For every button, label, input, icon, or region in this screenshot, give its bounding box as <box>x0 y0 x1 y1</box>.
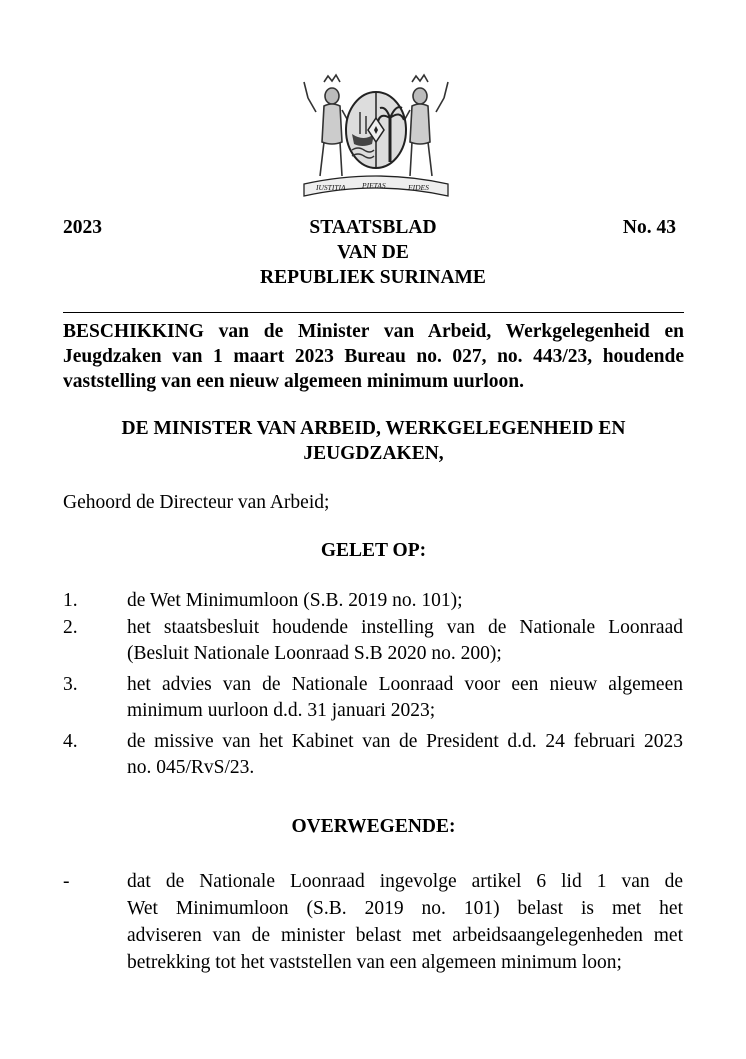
overwegende-item-1-line4: betrekking tot het vaststellen van een algemeen minimum loon; <box>127 952 622 973</box>
beschikking-line2: Jeugdzaken van 1 maart 2023 Bureau no. 027, no. 443/23, houdende <box>63 346 684 367</box>
seal-motto-3: FIDES <box>408 183 429 192</box>
overwegende-heading: OVERWEGENDE: <box>291 816 456 837</box>
gehoord-text: Gehoord de Directeur van Arbeid; <box>63 492 330 513</box>
seal-motto-2: PIETAS <box>362 181 386 190</box>
gelet-op-item-3-number: 3. <box>63 674 78 695</box>
gelet-op-item-1-text: de Wet Minimumloon (S.B. 2019 no. 101); <box>127 590 463 611</box>
seal-motto-1: IUSTITIA <box>316 183 346 192</box>
header-number: No. 43 <box>622 217 676 238</box>
overwegende-item-1-line2: Wet Minimumloon (S.B. 2019 no. 101) belast is met het <box>127 898 683 919</box>
overwegende-item-1-bullet: - <box>63 871 70 892</box>
header-title-line3: REPUBLIEK SURINAME <box>260 267 486 288</box>
gelet-op-item-4-number: 4. <box>63 731 78 752</box>
minister-heading-line1: DE MINISTER VAN ARBEID, WERKGELEGENHEID EN <box>121 418 626 439</box>
gelet-op-item-2-number: 2. <box>63 617 78 638</box>
beschikking-line3: vaststelling van een nieuw algemeen minimum uurloon. <box>63 371 524 392</box>
gelet-op-item-2-line2: (Besluit Nationale Loonraad S.B 2020 no. 200); <box>127 643 502 664</box>
gelet-op-item-3-line2: minimum uurloon d.d. 31 januari 2023; <box>127 700 436 721</box>
beschikking-title: BESCHIKKING <box>63 321 204 342</box>
beschikking-line1-rest: van de Minister van Arbeid, Werkgelegenheid en <box>203 321 684 342</box>
header-divider <box>63 312 684 313</box>
gelet-op-item-3-line1: het advies van de Nationale Loonraad voor een nieuw algemeen <box>127 674 683 695</box>
gelet-op-heading: GELET OP: <box>320 540 427 561</box>
overwegende-item-1-line3: adviseren van de minister belast met arbeidsaangelegenheden met <box>127 925 683 946</box>
header-title-line2: VAN DE <box>337 242 409 263</box>
overwegende-item-1-line1: dat de Nationale Loonraad ingevolge artikel 6 lid 1 van de <box>127 871 683 892</box>
gelet-op-item-4-line1: de missive van het Kabinet van de President d.d. 24 februari 2023 <box>127 731 683 752</box>
header-title-line1: STAATSBLAD <box>309 217 437 238</box>
beschikking-line1 <box>63 319 684 344</box>
coat-of-arms-icon <box>294 72 458 200</box>
header-year: 2023 <box>63 217 102 238</box>
gelet-op-item-2-line1: het staatsbesluit houdende instelling van de Nationale Loonraad <box>127 617 683 638</box>
gelet-op-item-1-number: 1. <box>63 590 78 611</box>
coat-of-arms-seal <box>294 72 458 200</box>
minister-heading-line2: JEUGDZAKEN, <box>303 443 444 464</box>
beschikking-block <box>63 319 684 394</box>
gelet-op-item-4-line2: no. 045/RvS/23. <box>127 757 255 778</box>
